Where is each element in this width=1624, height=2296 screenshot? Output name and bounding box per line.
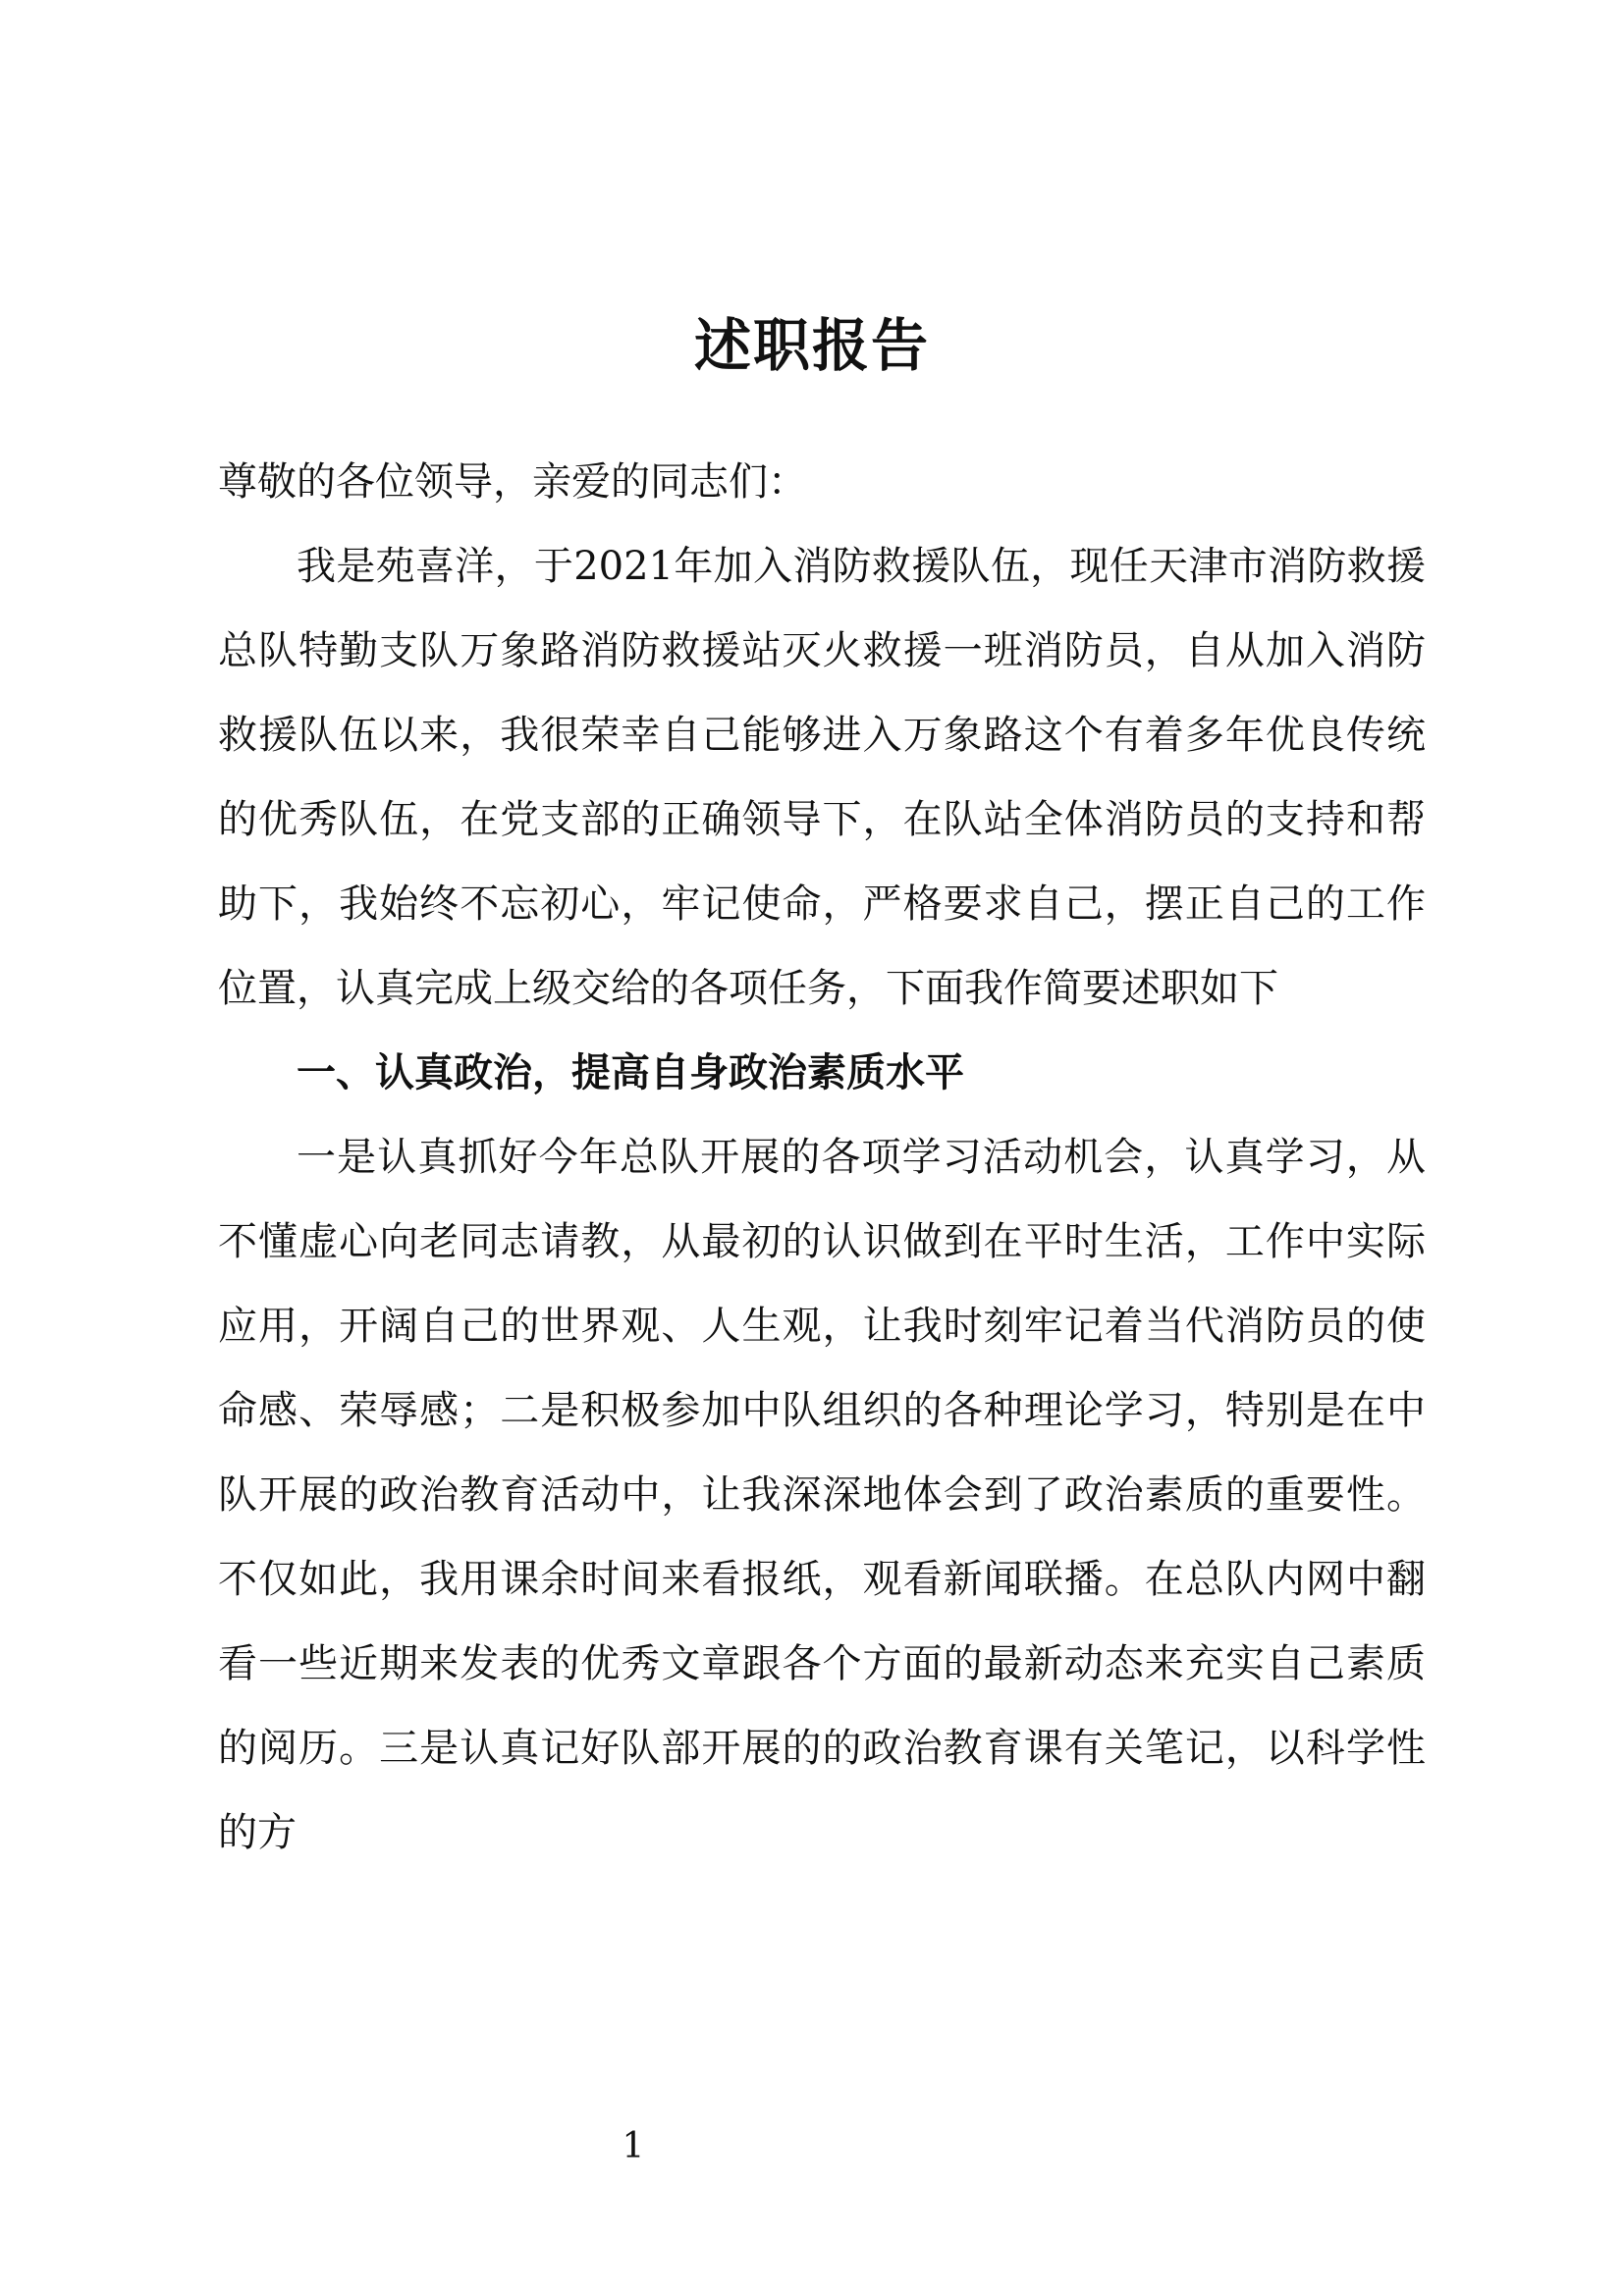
section-heading: 一、认真政治，提高自身政治素质水平 xyxy=(297,1050,964,1095)
document-title: 述职报告 xyxy=(693,312,930,379)
intro-paragraph: 我是苑喜洋，于2021年加入消防救援队伍，现任天津市消防救援总队特勤支队万象路消防救援站灭火救援一班消防员，自从加入消防救援队伍以来，我很荣幸自己能够进入万象路这个有着多年优良传统的优秀队伍，在党支部的正确领导下，在队站全体消防员的支持和帮助下，我始终不忘初心，牢记使命，严格要求自己，摆正自己的工作位置，认真完成上级交给的各项任务，下面我作简要述职如下 xyxy=(218,544,1426,1011)
document-body xyxy=(218,440,1426,1875)
section-paragraph: 一是认真抓好今年总队开展的各项学习活动机会，认真学习，从不懂虚心向老同志请教，从最初的认识做到在平时生活，工作中实际应用，开阔自己的世界观、人生观，让我时刻牢记着当代消防员的使命感、荣辱感；二是积极参加中队组织的各种理论学习，特别是在中队开展的政治教育活动中，让我深深地体会到了政治素质的重要性。不仅如此，我用课余时间来看报纸，观看新闻联播。在总队内网中翻看一些近期来发表的优秀文章跟各个方面的最新动态来充实自己素质的阅历。三是认真记好队部开展的的政治教育课有关笔记，以科学性的方 xyxy=(218,1135,1426,1855)
page-number: 1 xyxy=(622,2126,645,2166)
salutation: 尊敬的各位领导，亲爱的同志们： xyxy=(218,459,807,505)
